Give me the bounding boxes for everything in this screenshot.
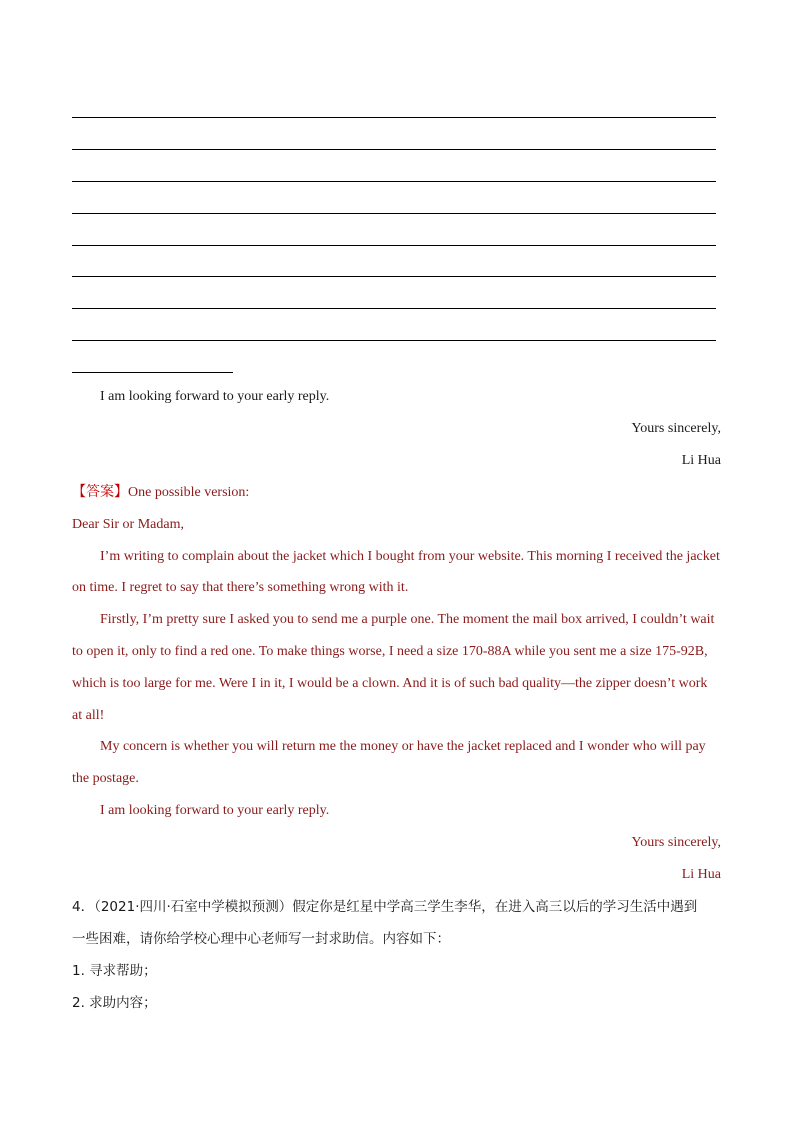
paragraph-2-line: Firstly, I’m pretty sure I asked you to send me a purple one. The moment the mail box arrived, I couldn’t wait [100, 612, 715, 627]
paragraph-2-line: at all! [72, 708, 105, 723]
question-4-item: 2. 求助内容； [72, 995, 157, 1011]
answer-closing-line: I am looking forward to your early reply. [100, 803, 330, 818]
writing-line-short [72, 372, 233, 373]
answer-tag-text: One possible version: [128, 485, 250, 500]
writing-line [72, 245, 716, 246]
signature: Li Hua [681, 453, 721, 468]
writing-line [72, 149, 716, 150]
answer-tag: 【答案】 [72, 485, 128, 500]
sign-off: Yours sincerely, [631, 421, 721, 436]
writing-line [72, 340, 716, 341]
paragraph-2-line: to open it, only to find a red one. To make things worse, I need a size 170-88A while you sent me a size 175-92B, [72, 644, 708, 659]
answer-heading [72, 484, 249, 502]
paragraph-1-line: I’m writing to complain about the jacket which I bought from your website. This morning I received the jacket [100, 549, 720, 564]
paragraph-2-line: which is too large for me. Were I in it, I would be a clown. And it is of such bad quality—the zipper doesn’t work [72, 676, 708, 691]
answer-sign-off: Yours sincerely, [631, 835, 721, 850]
paragraph-3-line: My concern is whether you will return me the money or have the jacket replaced and I wonder who will pay [100, 739, 706, 754]
salutation: Dear Sir or Madam, [72, 517, 184, 532]
paragraph-1-line: on time. I regret to say that there’s something wrong with it. [72, 580, 409, 595]
question-4-item: 1. 寻求帮助； [72, 963, 157, 979]
writing-line [72, 308, 716, 309]
closing-line: I am looking forward to your early reply. [100, 389, 330, 404]
writing-line [72, 117, 716, 118]
writing-line [72, 213, 716, 214]
question-4-line: 一些困难，请你给学校心理中心老师写一封求助信。内容如下： [72, 931, 450, 947]
writing-line [72, 276, 716, 277]
answer-signature: Li Hua [681, 867, 721, 882]
writing-line [72, 181, 716, 182]
paragraph-3-line: the postage. [72, 771, 139, 786]
question-4-line: 4．（2021·四川·石室中学模拟预测）假定你是红星中学高三学生李华，在进入高三以后的学习生活中遇到 [72, 899, 698, 915]
